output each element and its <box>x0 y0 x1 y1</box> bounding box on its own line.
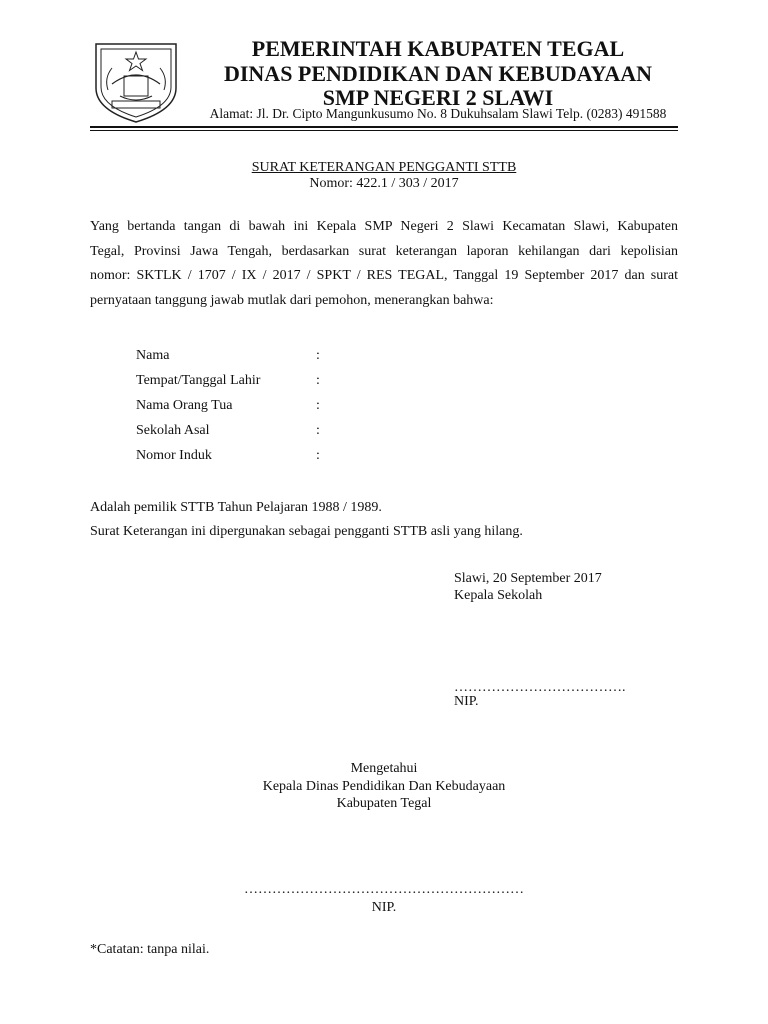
field-label: Nomor Induk <box>136 448 212 463</box>
head-of-agency-nip: NIP. <box>371 900 397 915</box>
kop-government-name: PEMERINTAH KABUPATEN TEGAL <box>251 36 625 61</box>
field-label: Tempat/Tanggal Lahir <box>136 373 261 388</box>
head-of-agency-name-line: …………………………………………………… <box>244 882 524 897</box>
place-date: Slawi, 20 September 2017 <box>454 571 602 586</box>
principal-signature-block <box>454 570 602 604</box>
kop-address: Alamat: Jl. Dr. Cipto Mangunkusumo No. 8 Dukuhsalam Slawi Telp. (0283) 491588 <box>209 106 667 121</box>
footnote: *Catatan: tanpa nilai. <box>90 942 210 957</box>
intro-line: Yang bertanda tangan di bawah ini Kepala SMP Negeri 2 Slawi Kecamatan Slawi, Kabupaten <box>90 219 678 234</box>
kop-school-name: SMP NEGERI 2 SLAWI <box>322 85 554 110</box>
intro-line: nomor: SKTLK / 1707 / IX / 2017 / SPKT / RES TEGAL, Tanggal 19 September 2017 dan surat <box>90 268 678 283</box>
letter-title: SURAT KETERANGAN PENGGANTI STTB <box>251 160 517 175</box>
intro-paragraph <box>90 215 678 313</box>
acknowledgement-position: Kepala Dinas Pendidikan Dan Kebudayaan <box>262 778 506 794</box>
usage-statement: Surat Keterangan ini dipergunakan sebagai pengganti STTB asli yang hilang. <box>90 524 523 539</box>
field-colon: : <box>316 448 320 463</box>
field-label: Sekolah Asal <box>136 423 210 438</box>
field-colon: : <box>316 348 320 363</box>
acknowledgement-heading: Mengetahui <box>350 761 418 776</box>
principal-nip: NIP. <box>454 694 479 709</box>
signer-position: Kepala Sekolah <box>454 588 543 603</box>
acknowledgement-block <box>90 760 678 813</box>
kop-divider-thin <box>90 130 678 131</box>
kop-divider-thick <box>90 126 678 128</box>
ownership-statement: Adalah pemilik STTB Tahun Pelajaran 1988 / 1989. <box>90 500 382 515</box>
principal-name-line: ………………………………. <box>454 680 626 695</box>
regency-emblem-logo <box>90 38 182 124</box>
intro-line: pernyataan tanggung jawab mutlak dari pemohon, menerangkan bahwa: <box>90 292 494 308</box>
kop-agency-name: DINAS PENDIDIKAN DAN KEBUDAYAAN <box>223 61 653 86</box>
field-colon: : <box>316 423 320 438</box>
acknowledgement-region: Kabupaten Tegal <box>336 796 432 811</box>
intro-line: Tegal, Provinsi Jawa Tengah, berdasarkan surat keterangan laporan kehilangan dari kepolisian <box>90 243 678 259</box>
letter-number: Nomor: 422.1 / 303 / 2017 <box>309 176 459 191</box>
field-colon: : <box>316 398 320 413</box>
field-label: Nama <box>136 348 170 363</box>
field-label: Nama Orang Tua <box>136 398 233 413</box>
field-colon: : <box>316 373 320 388</box>
statement-paragraph <box>90 496 523 544</box>
